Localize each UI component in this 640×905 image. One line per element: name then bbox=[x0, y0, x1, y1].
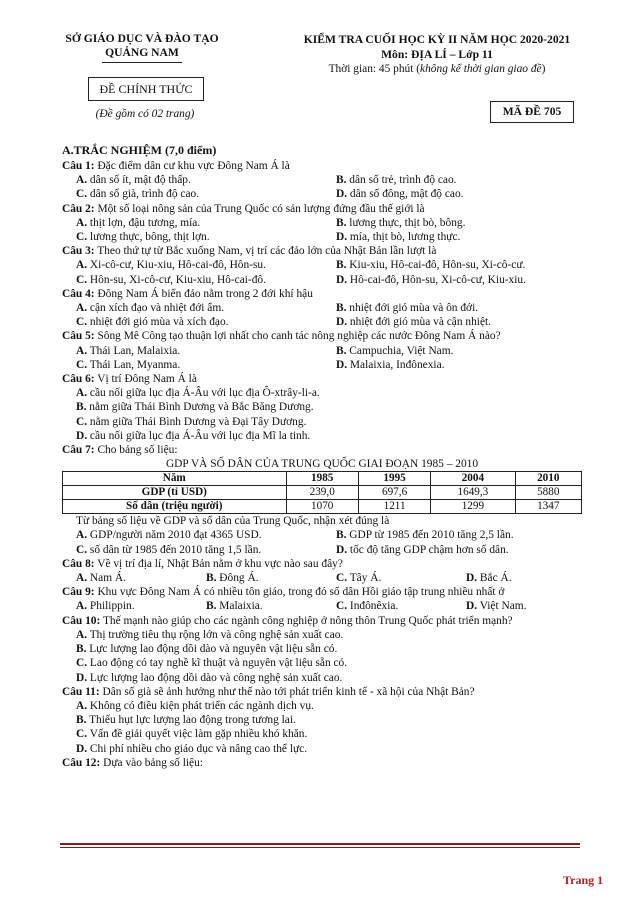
page-number: Trang 1 bbox=[563, 873, 604, 887]
answer-option bbox=[322, 358, 582, 372]
answer-option bbox=[62, 315, 322, 329]
option-text: Không có điều kiện phát triển các ngành dịch vụ. bbox=[87, 699, 314, 712]
table-cell: 1299 bbox=[431, 500, 515, 514]
option-text: Campuchia, Việt Nam. bbox=[346, 344, 454, 357]
option-text: dân số trẻ, trình độ cao. bbox=[346, 174, 457, 187]
option-letter: A. bbox=[76, 572, 88, 585]
option-text: nhiệt đới gió mùa và ôn đới. bbox=[346, 302, 479, 315]
option-letter: A. bbox=[76, 628, 88, 641]
option-letter: A. bbox=[76, 699, 88, 712]
exam-header bbox=[278, 32, 596, 77]
option-letter: D. bbox=[336, 273, 348, 286]
answer-option bbox=[62, 429, 582, 443]
option-text: dân số ít, mật độ thấp. bbox=[87, 174, 191, 187]
option-text: cầu nối giữa lục địa Á-Âu với lục địa Ô-xtrây-li-a. bbox=[87, 387, 320, 400]
answer-option bbox=[62, 344, 322, 358]
option-text: Thiếu hụt lực lượng lao động trong tương lai. bbox=[86, 714, 296, 727]
option-text: Malaixia. bbox=[216, 600, 263, 613]
option-letter: C. bbox=[76, 231, 88, 244]
question-number: Câu 10: bbox=[62, 614, 101, 627]
table-cell: GDP (tỉ USD) bbox=[63, 486, 287, 500]
option-text: GDP từ 1985 đến 2010 tăng 2,5 lần. bbox=[346, 529, 514, 542]
answer-option bbox=[62, 187, 322, 201]
option-letter: A. bbox=[76, 344, 88, 357]
option-text: Kiu-xiu, Hô-cai-đô, Hôn-su, Xi-cô-cư. bbox=[346, 259, 526, 272]
question-stem bbox=[62, 685, 582, 699]
option-text: Bắc Á. bbox=[477, 572, 512, 585]
question-text: Vị trí Đông Nam Á là bbox=[94, 373, 197, 386]
option-text: Hôn-su, Xi-cô-cư, Kiu-xiu, Hô-cai-đô. bbox=[87, 273, 266, 286]
answer-option bbox=[192, 571, 322, 585]
option-text: Tây Á. bbox=[347, 572, 382, 585]
answer-option bbox=[62, 273, 322, 287]
question-number: Câu 6: bbox=[62, 373, 95, 386]
table-row bbox=[63, 486, 582, 500]
option-letter: C. bbox=[336, 572, 348, 585]
question-text: Thế mạnh nào giúp cho các ngành công nghiệp ở nông thôn Trung Quốc phát triển mạnh? bbox=[100, 614, 513, 627]
table-header-cell: 2004 bbox=[431, 472, 515, 486]
option-text: Thái Lan, Myanma. bbox=[87, 358, 181, 371]
option-letter: A. bbox=[76, 387, 88, 400]
question-stem bbox=[62, 329, 582, 343]
option-letter: D. bbox=[336, 231, 348, 244]
option-text: cận xích đạo và nhiệt đới ẩm. bbox=[87, 302, 225, 315]
option-text: dân số đông, mật độ cao. bbox=[347, 188, 464, 201]
question-stem bbox=[62, 585, 582, 599]
option-text: Lực lượng lao động dồi dào và nguyên vật liệu sẵn có. bbox=[86, 643, 338, 656]
answer-option bbox=[322, 543, 582, 557]
question-number: Câu 12: bbox=[62, 756, 101, 769]
option-letter: D. bbox=[76, 429, 88, 442]
province-name: QUẢNG NAM bbox=[105, 46, 179, 59]
option-text: dân số già, trình độ cao. bbox=[87, 188, 200, 201]
options-grid bbox=[62, 216, 582, 244]
option-letter: C. bbox=[76, 358, 88, 371]
header-divider bbox=[102, 62, 182, 63]
answer-option bbox=[192, 599, 322, 613]
option-text: Chi phí nhiều cho giáo dục và nâng cao thể lực. bbox=[87, 742, 308, 755]
option-letter: B. bbox=[206, 572, 217, 585]
option-letter: D. bbox=[466, 572, 478, 585]
option-letter: D. bbox=[76, 671, 88, 684]
option-text: Hô-cai-đô, Hôn-su, Xi-cô-cư, Kiu-xiu. bbox=[347, 273, 526, 286]
options-row bbox=[62, 599, 582, 613]
question-item bbox=[62, 287, 582, 330]
official-label: ĐỀ CHÍNH THỨC bbox=[88, 77, 204, 101]
table-cell: 1070 bbox=[286, 500, 358, 514]
table-header-cell: 2010 bbox=[515, 472, 582, 486]
option-text: Thị trường tiêu thụ rộng lớn và công nghệ sản xuất cao. bbox=[87, 628, 344, 641]
table-row bbox=[63, 500, 582, 514]
answer-option bbox=[62, 301, 322, 315]
option-letter: C. bbox=[76, 188, 88, 201]
option-letter: B. bbox=[336, 302, 347, 315]
table-cell: Số dân (triệu người) bbox=[63, 500, 287, 514]
question-item bbox=[62, 159, 582, 202]
question-item bbox=[62, 372, 582, 443]
answer-option bbox=[62, 699, 582, 713]
option-letter: B. bbox=[76, 714, 87, 727]
option-letter: C. bbox=[76, 415, 88, 428]
table-header-cell: Năm bbox=[63, 472, 287, 486]
question-stem bbox=[62, 202, 582, 216]
table-cell: 1347 bbox=[515, 500, 582, 514]
option-text: cầu nối giữa lục địa Á-Âu với lục địa Mĩ la tinh. bbox=[87, 429, 311, 442]
option-text: Malaixia, Inđônexia. bbox=[347, 358, 445, 371]
option-text: tốc độ tăng GDP chậm hơn số dân. bbox=[347, 543, 509, 556]
option-letter: D. bbox=[336, 358, 348, 371]
question-number: Câu 5: bbox=[62, 330, 95, 343]
table-title: GDP VÀ SỐ DÂN CỦA TRUNG QUỐC GIAI ĐOẠN 1985 – 2010 bbox=[165, 458, 479, 471]
option-letter: A. bbox=[76, 302, 88, 315]
option-text: GDP/người năm 2010 đạt 4365 USD. bbox=[87, 529, 262, 542]
question-text: Khu vực Đông Nam Á có nhiều tôn giáo, trong đó số dân Hồi giáo tập trung nhiều nhất ở bbox=[94, 586, 505, 599]
option-letter: C. bbox=[76, 728, 88, 741]
q7-options bbox=[62, 528, 582, 556]
options-grid bbox=[62, 344, 582, 372]
question-item bbox=[62, 329, 582, 372]
question-item bbox=[62, 443, 582, 457]
department-name: SỞ GIÁO DỤC VÀ ĐÀO TẠO bbox=[65, 32, 219, 45]
question-number: Câu 1: bbox=[62, 160, 95, 172]
question-text: Về vị trí địa lí, Nhật Bản nằm ở khu vực nào sau đây? bbox=[94, 557, 343, 570]
options-grid bbox=[62, 173, 582, 201]
question-stem bbox=[62, 756, 582, 770]
answer-option bbox=[62, 258, 322, 272]
table-cell: 5880 bbox=[515, 486, 582, 500]
option-letter: B. bbox=[336, 344, 347, 357]
exam-title: KIỂM TRA CUỐI HỌC KỲ II NĂM HỌC 2020-2021 bbox=[303, 33, 571, 46]
data-table bbox=[62, 471, 582, 514]
option-text: Lực lượng lao động dồi dào và công nghệ sản xuất cao. bbox=[87, 671, 343, 684]
exam-time: Thời gian: 45 phút (không kể thời gian giao đề) bbox=[328, 63, 546, 75]
department-header bbox=[52, 32, 232, 63]
option-text: Thái Lan, Malaixia. bbox=[87, 344, 181, 357]
option-letter: A. bbox=[76, 174, 88, 187]
footer-line-thick bbox=[60, 843, 580, 845]
answer-option bbox=[62, 173, 322, 187]
question-item bbox=[62, 244, 582, 287]
option-letter: A. bbox=[76, 216, 88, 229]
question-text: Dựa vào bảng số liệu: bbox=[100, 756, 203, 769]
answer-option bbox=[62, 671, 582, 685]
answer-option bbox=[62, 528, 322, 542]
question-text: Cho bảng số liệu: bbox=[94, 444, 178, 457]
answer-option bbox=[62, 543, 322, 557]
option-text: nhiệt đới gió mùa và xích đạo. bbox=[87, 316, 229, 329]
question-stem bbox=[62, 244, 582, 258]
question-number: Câu 8: bbox=[62, 557, 95, 570]
option-letter: D. bbox=[336, 188, 348, 201]
answer-option bbox=[62, 628, 582, 642]
answer-option bbox=[62, 642, 582, 656]
table-header-row bbox=[63, 472, 582, 486]
question-text: Đông Nam Á biển đảo nằm trong 2 đới khí hậu bbox=[94, 287, 313, 300]
answer-option bbox=[62, 571, 192, 585]
answer-option bbox=[322, 230, 582, 244]
answer-option bbox=[62, 415, 582, 429]
option-letter: B. bbox=[76, 643, 87, 656]
option-letter: B. bbox=[76, 401, 87, 414]
table-body bbox=[63, 486, 582, 514]
question-list-a bbox=[62, 159, 582, 457]
answer-option bbox=[322, 599, 452, 613]
answer-option bbox=[62, 358, 322, 372]
options-grid bbox=[62, 258, 582, 286]
option-letter: B. bbox=[336, 174, 347, 187]
question-text: Một số loại nông sản của Trung Quốc có sản lượng đứng đầu thế giới là bbox=[94, 202, 425, 215]
question-number: Câu 2: bbox=[62, 202, 95, 215]
question-list-b bbox=[62, 557, 582, 770]
answer-option bbox=[322, 258, 582, 272]
question-number: Câu 4: bbox=[62, 287, 95, 300]
answer-option bbox=[322, 301, 582, 315]
section-title: A.TRẮC NGHIỆM (7,0 điểm) bbox=[62, 143, 217, 157]
option-letter: B. bbox=[336, 216, 347, 229]
answer-option bbox=[62, 713, 582, 727]
option-text: Inđônêxia. bbox=[347, 600, 399, 613]
option-letter: A. bbox=[76, 259, 88, 272]
options-row bbox=[62, 571, 582, 585]
answer-option bbox=[452, 571, 582, 585]
question-stem bbox=[62, 557, 582, 571]
option-letter: A. bbox=[76, 529, 88, 542]
footer-rule bbox=[60, 843, 580, 848]
exam-subject: Môn: ĐỊA LÍ – Lớp 11 bbox=[381, 48, 493, 61]
question-stem bbox=[62, 287, 582, 301]
answer-option bbox=[322, 315, 582, 329]
question-item bbox=[62, 585, 582, 613]
answer-option bbox=[62, 400, 582, 414]
question-item bbox=[62, 614, 582, 685]
question-item bbox=[62, 202, 582, 245]
q7-note: Từ bảng số liệu về GDP và số dân của Trung Quốc, nhận xét đúng là bbox=[76, 515, 390, 528]
footer-line-thin bbox=[60, 847, 580, 848]
option-letter: C. bbox=[76, 543, 88, 556]
answer-option bbox=[452, 599, 582, 613]
option-letter: D. bbox=[336, 316, 348, 329]
pages-note: (Đề gồm có 02 trang) bbox=[95, 108, 195, 120]
option-text: Việt Nam. bbox=[477, 600, 527, 613]
question-stem bbox=[62, 372, 582, 386]
answer-option bbox=[62, 230, 322, 244]
option-text: mía, thịt bò, lương thực. bbox=[347, 231, 461, 244]
option-letter: B. bbox=[336, 259, 347, 272]
option-letter: D. bbox=[336, 543, 348, 556]
answer-option bbox=[322, 187, 582, 201]
answer-option bbox=[62, 386, 582, 400]
option-text: nhiệt đới gió mùa và cận nhiệt. bbox=[347, 316, 492, 329]
option-text: Lao động có tay nghề kĩ thuật và nguyên vật liệu sẵn có. bbox=[87, 657, 348, 670]
option-text: Nam Á. bbox=[87, 572, 126, 585]
answer-option bbox=[322, 571, 452, 585]
table-header-cell: 1995 bbox=[358, 472, 430, 486]
table-cell: 1211 bbox=[358, 500, 430, 514]
answer-option bbox=[322, 173, 582, 187]
table-cell: 239,0 bbox=[286, 486, 358, 500]
option-text: lương thực, bông, thịt lợn. bbox=[87, 231, 210, 244]
option-letter: C. bbox=[336, 600, 348, 613]
answer-option bbox=[62, 656, 582, 670]
question-text: Đặc điểm dân cư khu vực Đông Nam Á là bbox=[94, 160, 290, 172]
option-letter: B. bbox=[336, 529, 347, 542]
option-text: Đông Á. bbox=[216, 572, 259, 585]
option-text: số dân từ 1985 đến 2010 tăng 1,5 lần. bbox=[87, 543, 262, 556]
question-number: Câu 3: bbox=[62, 245, 95, 258]
answer-option bbox=[322, 528, 582, 542]
option-text: Philippin. bbox=[87, 600, 135, 613]
question-item bbox=[62, 557, 582, 585]
answer-option bbox=[62, 742, 582, 756]
option-text: nằm giữa Thái Bình Dương và Đại Tây Dương. bbox=[87, 415, 307, 428]
question-text: Dân số già sẽ ảnh hưởng như thế nào tới phát triển kinh tế - xã hội của Nhật Bản? bbox=[99, 685, 475, 698]
answer-option bbox=[322, 344, 582, 358]
option-letter: C. bbox=[76, 316, 88, 329]
option-text: lương thực, thịt bò, bông. bbox=[346, 216, 466, 229]
options-grid bbox=[62, 301, 582, 329]
option-text: nằm giữa Thái Bình Dương và Bắc Băng Dương. bbox=[86, 401, 314, 414]
option-letter: A. bbox=[76, 600, 88, 613]
question-stem bbox=[62, 443, 582, 457]
exam-content bbox=[62, 143, 582, 770]
question-text: Sông Mê Công tạo thuận lợi nhất cho canh tác nông nghiệp các nước Đông Nam Á nào? bbox=[94, 330, 501, 343]
table-cell: 697,6 bbox=[358, 486, 430, 500]
option-text: thịt lợn, đậu tương, mía. bbox=[87, 216, 201, 229]
question-number: Câu 7: bbox=[62, 444, 95, 457]
question-number: Câu 9: bbox=[62, 586, 95, 599]
option-letter: C. bbox=[76, 657, 88, 670]
question-stem bbox=[62, 614, 582, 628]
answer-option bbox=[62, 727, 582, 741]
table-header-cell: 1985 bbox=[286, 472, 358, 486]
answer-option bbox=[62, 599, 192, 613]
answer-option bbox=[322, 216, 582, 230]
option-letter: D. bbox=[466, 600, 478, 613]
option-letter: B. bbox=[206, 600, 217, 613]
question-number: Câu 11: bbox=[62, 685, 100, 698]
question-item bbox=[62, 756, 582, 770]
answer-option bbox=[62, 216, 322, 230]
question-stem bbox=[62, 159, 582, 173]
option-text: Vấn đề giải quyết việc làm gặp nhiều khó khăn. bbox=[87, 728, 308, 741]
table-cell: 1649,3 bbox=[431, 486, 515, 500]
answer-option bbox=[322, 273, 582, 287]
exam-code: MÃ ĐỀ 705 bbox=[490, 101, 574, 123]
option-letter: D. bbox=[76, 742, 88, 755]
option-text: Xi-cô-cư, Kiu-xiu, Hô-cai-đô, Hôn-su. bbox=[87, 259, 266, 272]
option-letter: C. bbox=[76, 273, 88, 286]
question-text: Theo thứ tự từ Bắc xuống Nam, vị trí các đảo lớn của Nhật Bản lần lượt là bbox=[94, 245, 437, 258]
question-item bbox=[62, 685, 582, 756]
